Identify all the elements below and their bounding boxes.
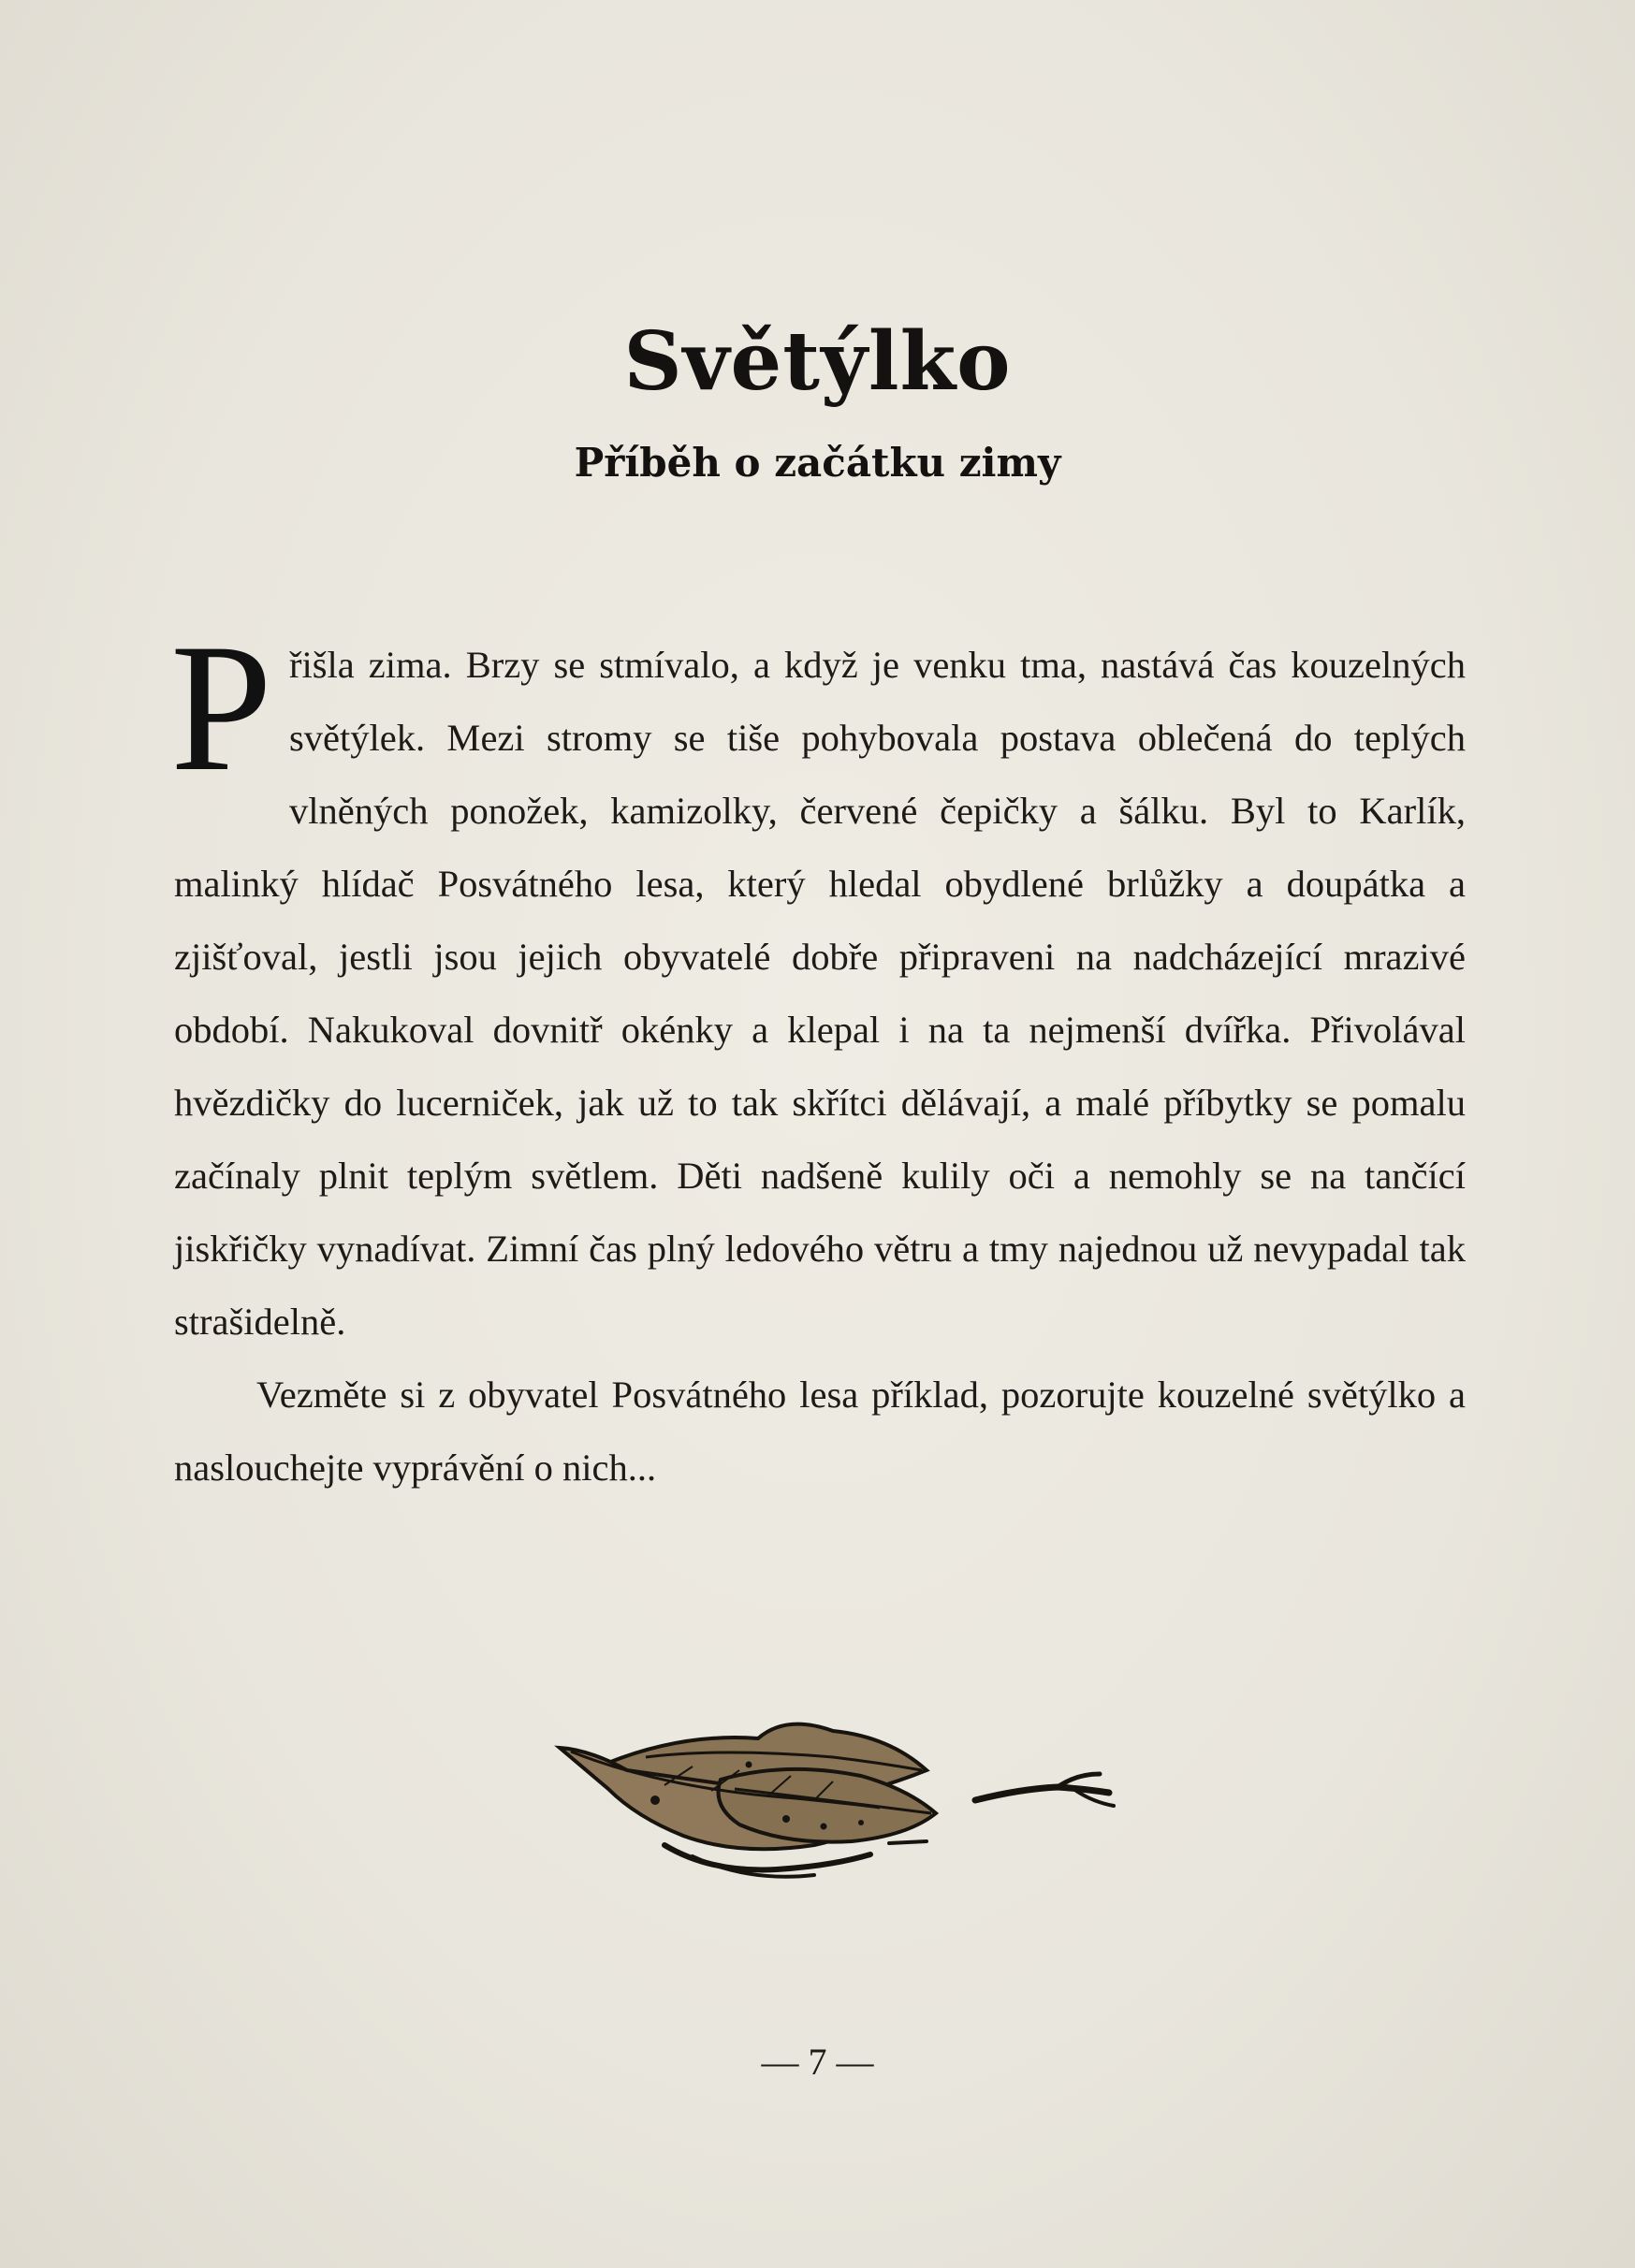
paragraph-1-text: řišla zima. Brzy se stmívalo, a když je venku tma, nastává čas kouzelných světýlek. Mezi stromy se tiše pohybovala postava oblečená do teplých vlněných ponožek, kamizolky, červené čepičky a šálku. Byl to Karlík, malinký hlídač Posvátného lesa, který hledal obydlené brlůžky a doupátka a zjišťoval, jestli jsou jejich obyvatelé dobře připraveni na nadcházející mrazivé období. Nakukoval dovnitř okénky a klepal i na ta nejmenší dvířka. Přivolával hvězdičky do lucerniček, jak už to tak skřítci dělávají, a malé příbytky se pomalu začínaly plnit teplým světlem. Děti nadšeně kulily oči a nemohly se na tančící jiskřičky vynadívat. Zimní čas plný ledového větru a tmy najednou už nevypadal tak strašidelně. — [174, 644, 1466, 1343]
twig-icon — [975, 1774, 1114, 1806]
chapter-title: Světýlko — [623, 314, 1012, 409]
story-paragraph-1 — [170, 606, 1466, 1359]
chapter-subtitle: Příběh o začátku zimy — [574, 440, 1061, 486]
page-number: — 7 — — [761, 2041, 874, 2083]
story-paragraph-2: Vezměte si z obyvatel Posvátného lesa příklad, pozorujte kouzelné světýlko a naslouchejte vyprávění o nich... — [174, 1374, 1466, 1489]
story-text — [170, 606, 1466, 1505]
leaf-and-twig-illustration — [552, 1695, 1132, 1892]
leaf-icon — [560, 1724, 936, 1877]
drop-cap: P — [170, 606, 273, 809]
